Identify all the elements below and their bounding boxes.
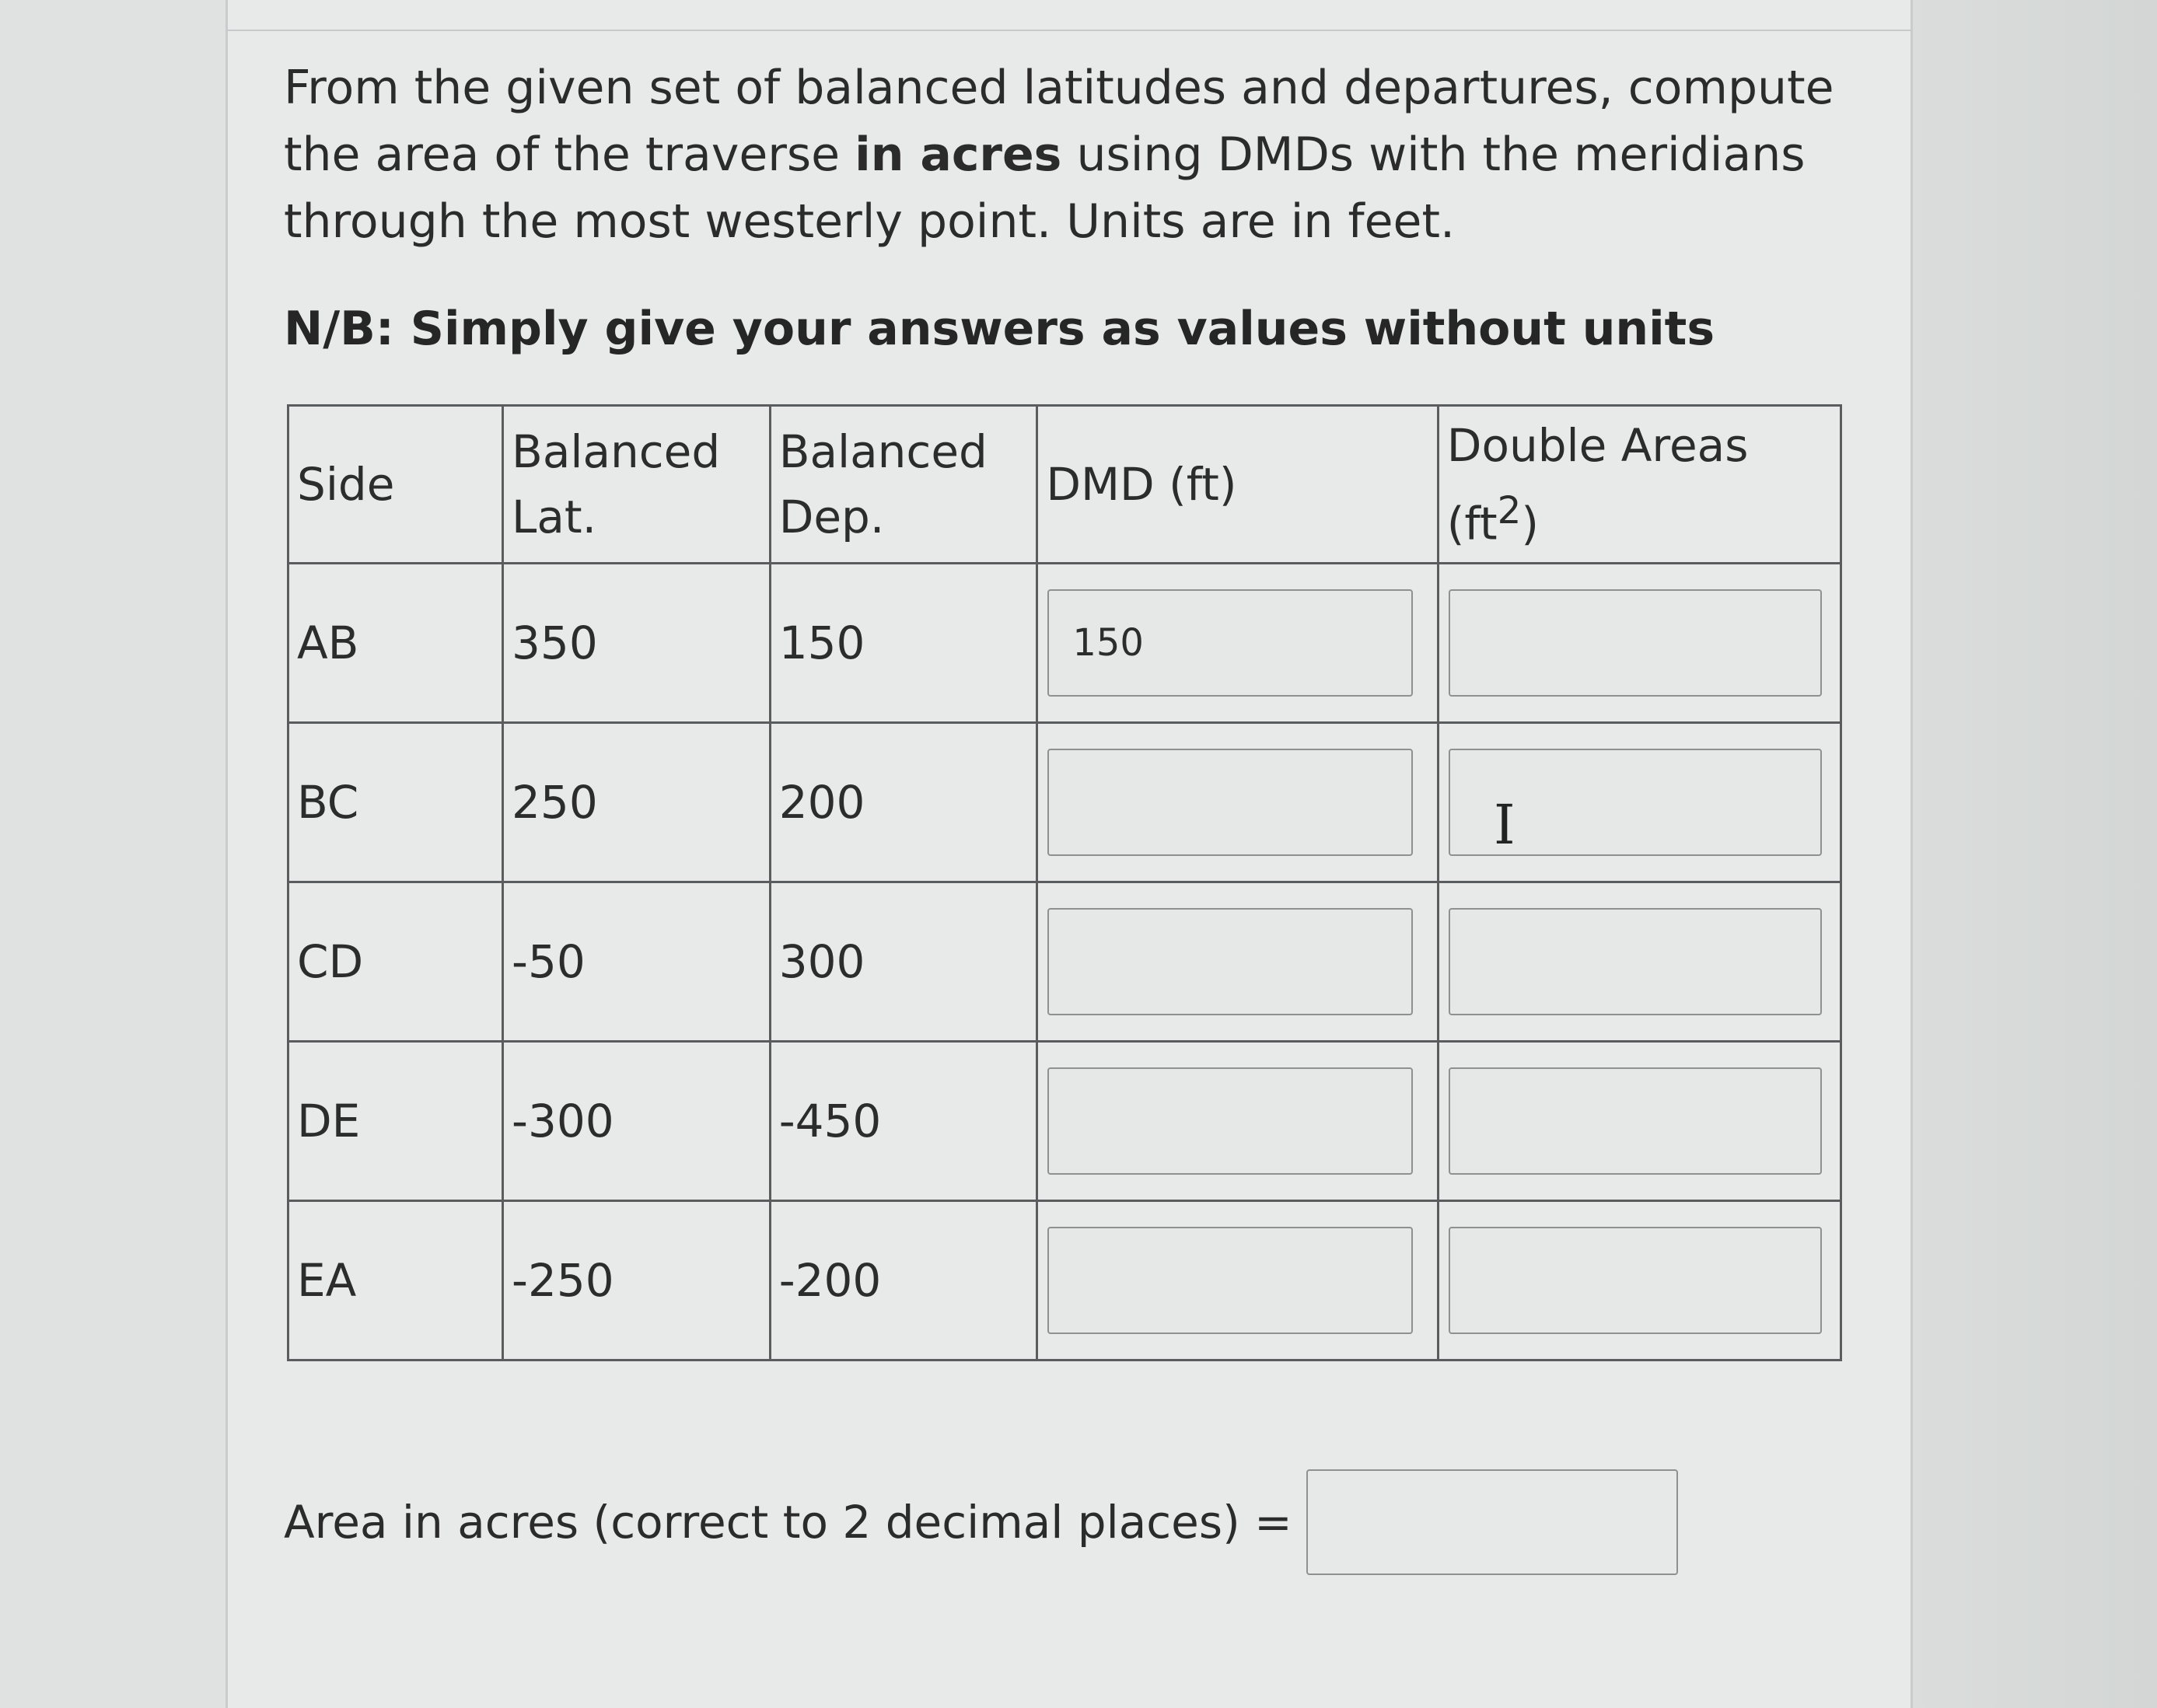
header-double-areas-prefix: Double Areas (ft bbox=[1446, 418, 1749, 550]
double-area-input-ea[interactable] bbox=[1449, 1227, 1822, 1334]
cell-dmd bbox=[1037, 882, 1438, 1042]
cell-dep: 300 bbox=[770, 882, 1037, 1042]
cell-lat: -50 bbox=[503, 882, 771, 1042]
header-balanced-lat-line1: Balanced bbox=[512, 425, 721, 478]
cell-dmd bbox=[1037, 1042, 1438, 1201]
cell-area bbox=[1438, 564, 1841, 723]
cell-area bbox=[1438, 1042, 1841, 1201]
header-balanced-dep-line1: Balanced bbox=[778, 425, 988, 478]
table-row bbox=[288, 1201, 1841, 1360]
double-area-input-ab[interactable] bbox=[1449, 589, 1822, 697]
right-gutter bbox=[1913, 0, 2157, 1708]
question-text-bold: in acres bbox=[855, 127, 1062, 182]
table-row bbox=[288, 1042, 1841, 1201]
header-balanced-lat bbox=[503, 406, 771, 564]
double-area-input-bc[interactable] bbox=[1449, 749, 1822, 856]
header-double-areas-sup: 2 bbox=[1497, 488, 1522, 533]
cell-side: BC bbox=[288, 723, 503, 882]
cell-side: AB bbox=[288, 564, 503, 723]
text-cursor-icon: I bbox=[1494, 793, 1515, 857]
cell-area bbox=[1438, 882, 1841, 1042]
cell-dep: 200 bbox=[770, 723, 1037, 882]
cell-lat: -300 bbox=[503, 1042, 771, 1201]
cell-area bbox=[1438, 1201, 1841, 1360]
header-double-areas bbox=[1438, 406, 1841, 564]
cell-area bbox=[1438, 723, 1841, 882]
header-side: Side bbox=[288, 406, 503, 564]
final-answer-label: Area in acres (correct to 2 decimal places) = bbox=[284, 1496, 1292, 1549]
dmd-input-ea[interactable] bbox=[1047, 1227, 1413, 1334]
area-acres-input[interactable] bbox=[1306, 1469, 1678, 1575]
table-row bbox=[288, 564, 1841, 723]
question-panel bbox=[225, 0, 1913, 1708]
double-area-input-de[interactable] bbox=[1449, 1067, 1822, 1175]
panel-top-rule bbox=[228, 30, 1911, 31]
note-text: N/B: Simply give your answers as values without units bbox=[284, 302, 1715, 356]
header-double-areas-suffix: ) bbox=[1521, 497, 1539, 550]
question-text-part1: From the given set of balanced latitudes and departures, compute the area of the traverse bbox=[284, 61, 1834, 182]
cell-dmd bbox=[1037, 564, 1438, 723]
cell-side: EA bbox=[288, 1201, 503, 1360]
cell-dep: -450 bbox=[770, 1042, 1037, 1201]
header-balanced-lat-line2: Lat. bbox=[512, 491, 597, 543]
left-gutter bbox=[0, 0, 225, 1708]
dmd-input-cd[interactable] bbox=[1047, 908, 1413, 1015]
final-answer-row bbox=[284, 1469, 1678, 1575]
dmd-input-ab[interactable] bbox=[1047, 589, 1413, 697]
dmd-table bbox=[287, 404, 1842, 1361]
table-header-row bbox=[288, 406, 1841, 564]
table-row bbox=[288, 882, 1841, 1042]
cell-side: CD bbox=[288, 882, 503, 1042]
question-text bbox=[284, 54, 1839, 255]
table-row bbox=[288, 723, 1841, 882]
cell-dmd bbox=[1037, 1201, 1438, 1360]
header-dmd: DMD (ft) bbox=[1037, 406, 1438, 564]
cell-dep: -200 bbox=[770, 1201, 1037, 1360]
cell-dep: 150 bbox=[770, 564, 1037, 723]
cell-lat: -250 bbox=[503, 1201, 771, 1360]
double-area-input-cd[interactable] bbox=[1449, 908, 1822, 1015]
cell-dmd bbox=[1037, 723, 1438, 882]
cell-side: DE bbox=[288, 1042, 503, 1201]
dmd-input-de[interactable] bbox=[1047, 1067, 1413, 1175]
dmd-input-bc[interactable] bbox=[1047, 749, 1413, 856]
header-balanced-dep-line2: Dep. bbox=[778, 491, 885, 543]
question-text-part2: using DMDs with the meridians through the most westerly point. Units are in feet. bbox=[284, 127, 1806, 249]
header-balanced-dep bbox=[770, 406, 1037, 564]
cell-lat: 350 bbox=[503, 564, 771, 723]
cell-lat: 250 bbox=[503, 723, 771, 882]
